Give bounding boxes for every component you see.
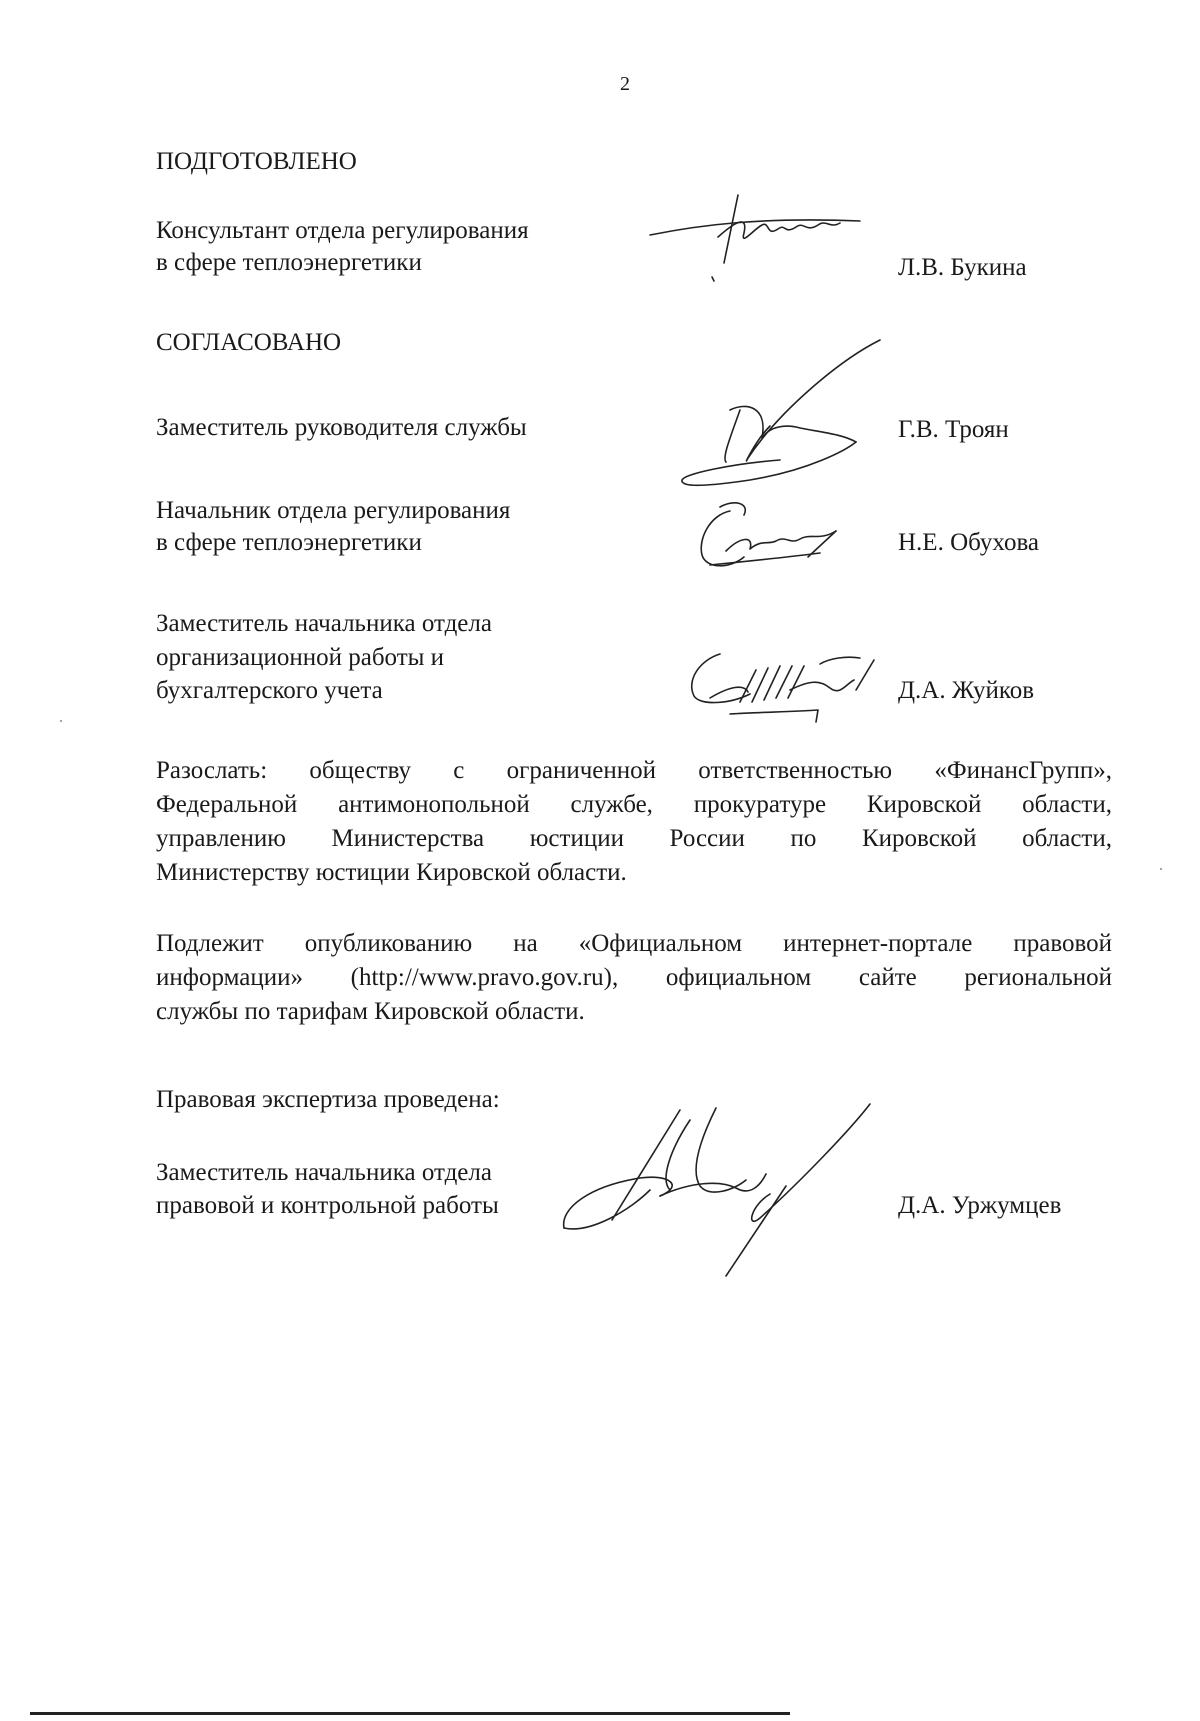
agreed-item-3-role-line-2: организационной работы и [156, 644, 445, 671]
agreed-heading: СОГЛАСОВАНО [156, 329, 342, 356]
prepared-name: Л.В. Букина [898, 254, 1027, 281]
prepared-role-line-2: в сфере теплоэнергетики [156, 249, 422, 276]
legal-review-role-line-1: Заместитель начальника отдела [156, 1159, 492, 1186]
publication-line-3: службы по тарифам Кировской области. [156, 998, 585, 1025]
legal-review-role-line-2: правовой и контрольной работы [156, 1192, 499, 1219]
signature-urzhumtsev [550, 1090, 890, 1290]
distribution-line-1: Разослать: обществу с ограниченной ответственностью «ФинансГрупп», [156, 757, 1112, 784]
distribution-line-4: Министерству юстиции Кировской области. [156, 859, 627, 886]
agreed-item-3-role-line-3: бухгалтерского учета [156, 677, 383, 704]
agreed-item-1-name: Г.В. Троян [898, 416, 1009, 443]
signature-zhuykov [670, 640, 890, 730]
prepared-role-line-1: Консультант отдела регулирования [156, 217, 529, 244]
scan-bottom-rule [30, 1712, 790, 1715]
scan-speck [1160, 868, 1162, 870]
agreed-item-2-role-line-2: в сфере теплоэнергетики [156, 529, 422, 556]
page-number: 2 [620, 73, 630, 95]
agreed-item-2-name: Н.Е. Обухова [898, 529, 1040, 556]
signature-obukhova [690, 495, 860, 575]
agreed-item-3-name: Д.А. Жуйков [898, 677, 1035, 704]
scan-speck [60, 720, 62, 722]
publication-line-1: Подлежит опубликованию на «Официальном интернет-портале правовой [156, 930, 1112, 957]
agreed-item-3-role-line-1: Заместитель начальника отдела [156, 610, 492, 637]
prepared-heading: ПОДГОТОВЛЕНО [156, 148, 357, 175]
agreed-item-1-role: Заместитель руководителя службы [156, 414, 527, 441]
distribution-line-3: управлению Министерства юстиции России по Кировской области, [156, 825, 1112, 852]
distribution-line-2: Федеральной антимонопольной службе, прокуратуре Кировской области, [156, 791, 1112, 818]
agreed-item-2-role-line-1: Начальник отдела регулирования [156, 497, 511, 524]
publication-line-2: информации» (http://www.pravo.gov.ru), официальном сайте региональной [156, 964, 1112, 991]
legal-review-heading: Правовая экспертиза проведена: [156, 1086, 500, 1113]
signature-troyan [670, 330, 900, 500]
legal-review-name: Д.А. Уржумцев [898, 1192, 1062, 1219]
distribution-paragraph [156, 754, 1112, 890]
publication-paragraph [156, 927, 1112, 1029]
signature-bukina [640, 185, 880, 305]
